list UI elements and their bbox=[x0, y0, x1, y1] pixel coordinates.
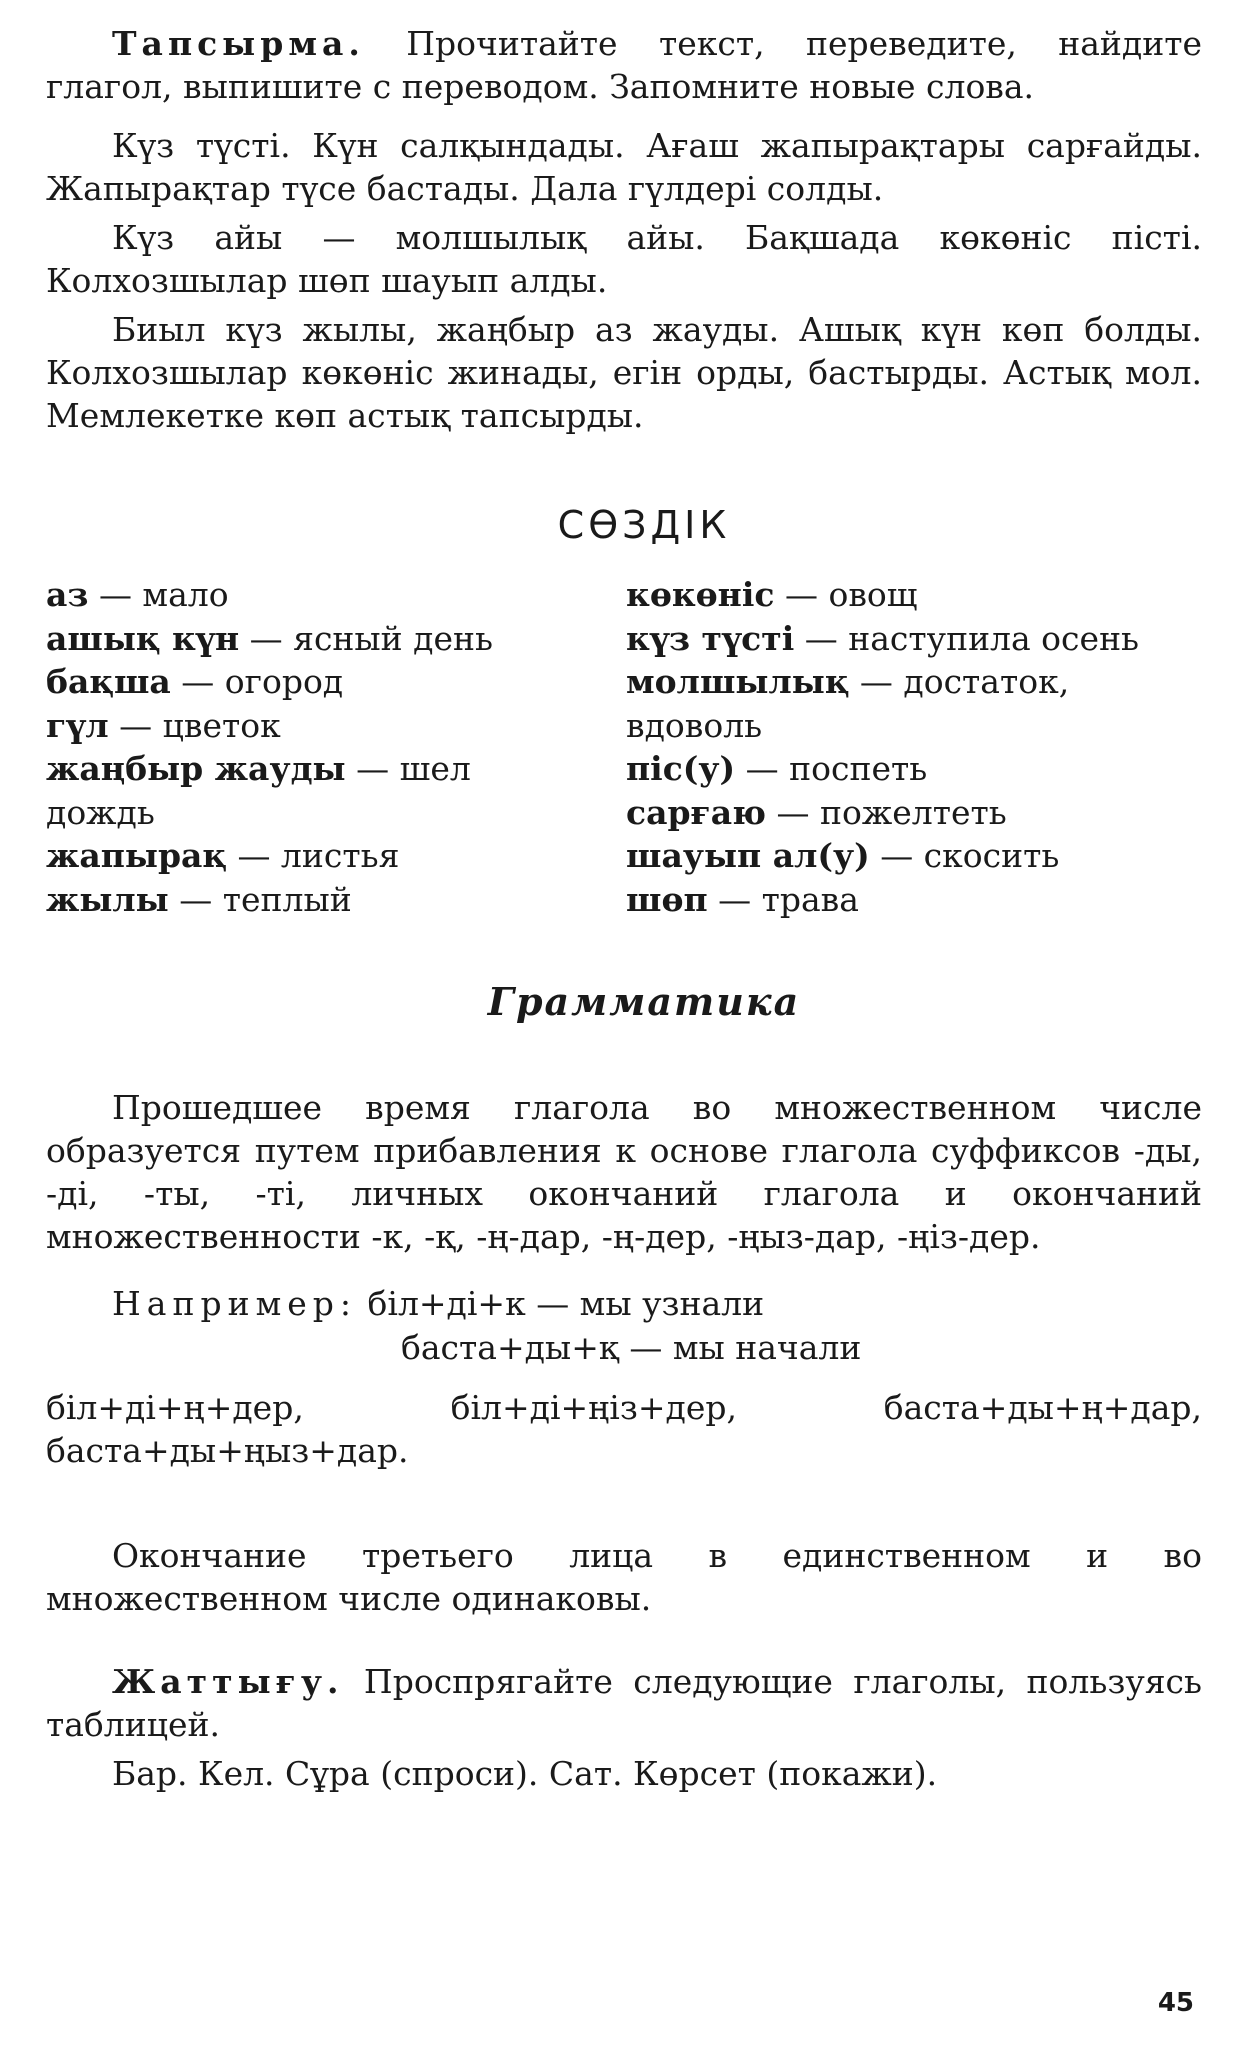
task-paragraph bbox=[46, 22, 1202, 108]
vocab-entry bbox=[626, 617, 1202, 661]
reading-paragraph-2: Күз айы — молшылық айы. Бақшада көкөніс пісті. Колхозшылар шөп шауып алды. bbox=[46, 218, 1202, 300]
vocab-word: күз түсті bbox=[626, 618, 795, 658]
vocab-translation: — скосить bbox=[869, 836, 1060, 875]
example-row bbox=[46, 1326, 1202, 1370]
vocab-word: бақша bbox=[46, 662, 171, 701]
vocab-translation: — шел bbox=[345, 749, 471, 788]
vocabulary-title: СӨЗДІК bbox=[557, 503, 731, 547]
exercise-label: Жаттығу. bbox=[112, 1662, 344, 1701]
reading-paragraph-1: Күз түсті. Күн салқындады. Ағаш жапырақтары сарғайды. Жапырақтар түсе бастады. Дала гүлдері солды. bbox=[46, 126, 1202, 208]
example-row bbox=[46, 1282, 1202, 1326]
vocab-entry-continuation bbox=[626, 704, 1202, 748]
vocab-translation: — огород bbox=[170, 662, 344, 701]
vocab-translation: дождь bbox=[46, 792, 155, 832]
vocab-word: жылы bbox=[46, 879, 169, 919]
reading-paragraph-3: Биыл күз жылы, жаңбыр аз жауды. Ашық күн көп болды. Колхозшылар көкөніс жинады, егін орды, бастырды. Астық мол. Мемлекетке көп астық тапсырды. bbox=[46, 310, 1202, 435]
vocab-translation: — овощ bbox=[774, 575, 918, 614]
conjugation-forms: біл+ді+ң+дер, біл+ді+ңіз+дер, баста+ды+ң+дар, баста+ды+ңыз+дар. bbox=[46, 1388, 1202, 1470]
vocab-entry bbox=[626, 791, 1202, 835]
vocab-word: піс(у) bbox=[626, 749, 736, 788]
example-text: біл+ді+к — мы узнали bbox=[367, 1284, 765, 1323]
vocabulary-left-column bbox=[46, 573, 626, 921]
vocab-translation: — трава bbox=[707, 879, 859, 919]
vocab-word: шөп bbox=[626, 879, 708, 919]
vocab-entry bbox=[626, 660, 1202, 704]
example-text: баста+ды+қ — мы начали bbox=[401, 1328, 862, 1367]
grammar-rule: Прошедшее время глагола во множественном числе образуется путем прибавления к основе глагола суффиксов -ды, -ді, -ты, -ті, личных окончаний глагола и окончаний множественности -к, -қ, -ң-дар, -ң-дер, -ңыз-дар, -ңіз-дер. bbox=[46, 1088, 1202, 1256]
vocab-translation: — листья bbox=[226, 836, 400, 875]
exercise-verbs: Бар. Кел. Сұра (спроси). Сат. Көрсет (покажи). bbox=[112, 1754, 938, 1793]
vocab-entry bbox=[626, 878, 1202, 922]
vocab-translation: — цветок bbox=[108, 705, 281, 745]
vocab-translation: вдоволь bbox=[626, 705, 763, 745]
vocabulary-list bbox=[46, 573, 1202, 921]
vocabulary-right-column bbox=[626, 573, 1202, 921]
vocab-word: молшылық bbox=[626, 662, 850, 701]
textbook-page bbox=[46, 22, 1202, 1795]
vocab-word: жапырақ bbox=[46, 836, 227, 875]
page-number: 45 bbox=[1157, 1988, 1194, 2018]
vocab-translation: — мало bbox=[88, 575, 229, 614]
exercise-text: Проспрягайте следующие глаголы, пользуясь таблицей. bbox=[46, 1662, 1202, 1744]
vocab-entry bbox=[626, 834, 1202, 878]
vocab-word: гүл bbox=[46, 705, 109, 745]
vocab-entry bbox=[46, 747, 626, 791]
vocab-word: жаңбыр жауды bbox=[46, 749, 346, 788]
vocab-entry bbox=[46, 834, 626, 878]
task-text: Прочитайте текст, переведите, найдите глагол, выпишите с переводом. Запомните новые слова. bbox=[46, 24, 1202, 106]
vocab-word: ашық күн bbox=[46, 618, 240, 658]
vocab-entry-continuation bbox=[46, 791, 626, 835]
vocab-entry bbox=[46, 878, 626, 922]
vocab-entry bbox=[46, 704, 626, 748]
exercise-paragraph bbox=[46, 1660, 1202, 1746]
vocab-word: шауып ал(у) bbox=[626, 836, 870, 875]
vocab-translation: — пожелтеть bbox=[766, 792, 1007, 832]
vocab-entry bbox=[46, 573, 626, 617]
grammar-note: Окончание третьего лица в единственном и во множественном числе одинаковы. bbox=[46, 1536, 1202, 1618]
vocab-translation: — поспеть bbox=[735, 749, 928, 788]
task-label: Тапсырма. bbox=[112, 24, 365, 63]
grammar-title: Грамматика bbox=[487, 979, 801, 1024]
vocab-word: аз bbox=[46, 575, 89, 614]
vocab-translation: — достаток, bbox=[849, 662, 1070, 701]
vocab-translation: — наступила осень bbox=[794, 618, 1140, 658]
vocab-word: сарғаю bbox=[626, 792, 766, 832]
vocab-translation: — теплый bbox=[168, 879, 352, 919]
example-label: Например: bbox=[112, 1284, 358, 1323]
vocab-entry bbox=[626, 747, 1202, 791]
vocab-word: көкөніс bbox=[626, 575, 775, 614]
vocab-entry bbox=[46, 660, 626, 704]
grammar-examples bbox=[46, 1282, 1202, 1370]
vocab-entry bbox=[626, 573, 1202, 617]
vocab-entry bbox=[46, 617, 626, 661]
vocab-translation: — ясный день bbox=[239, 618, 493, 658]
